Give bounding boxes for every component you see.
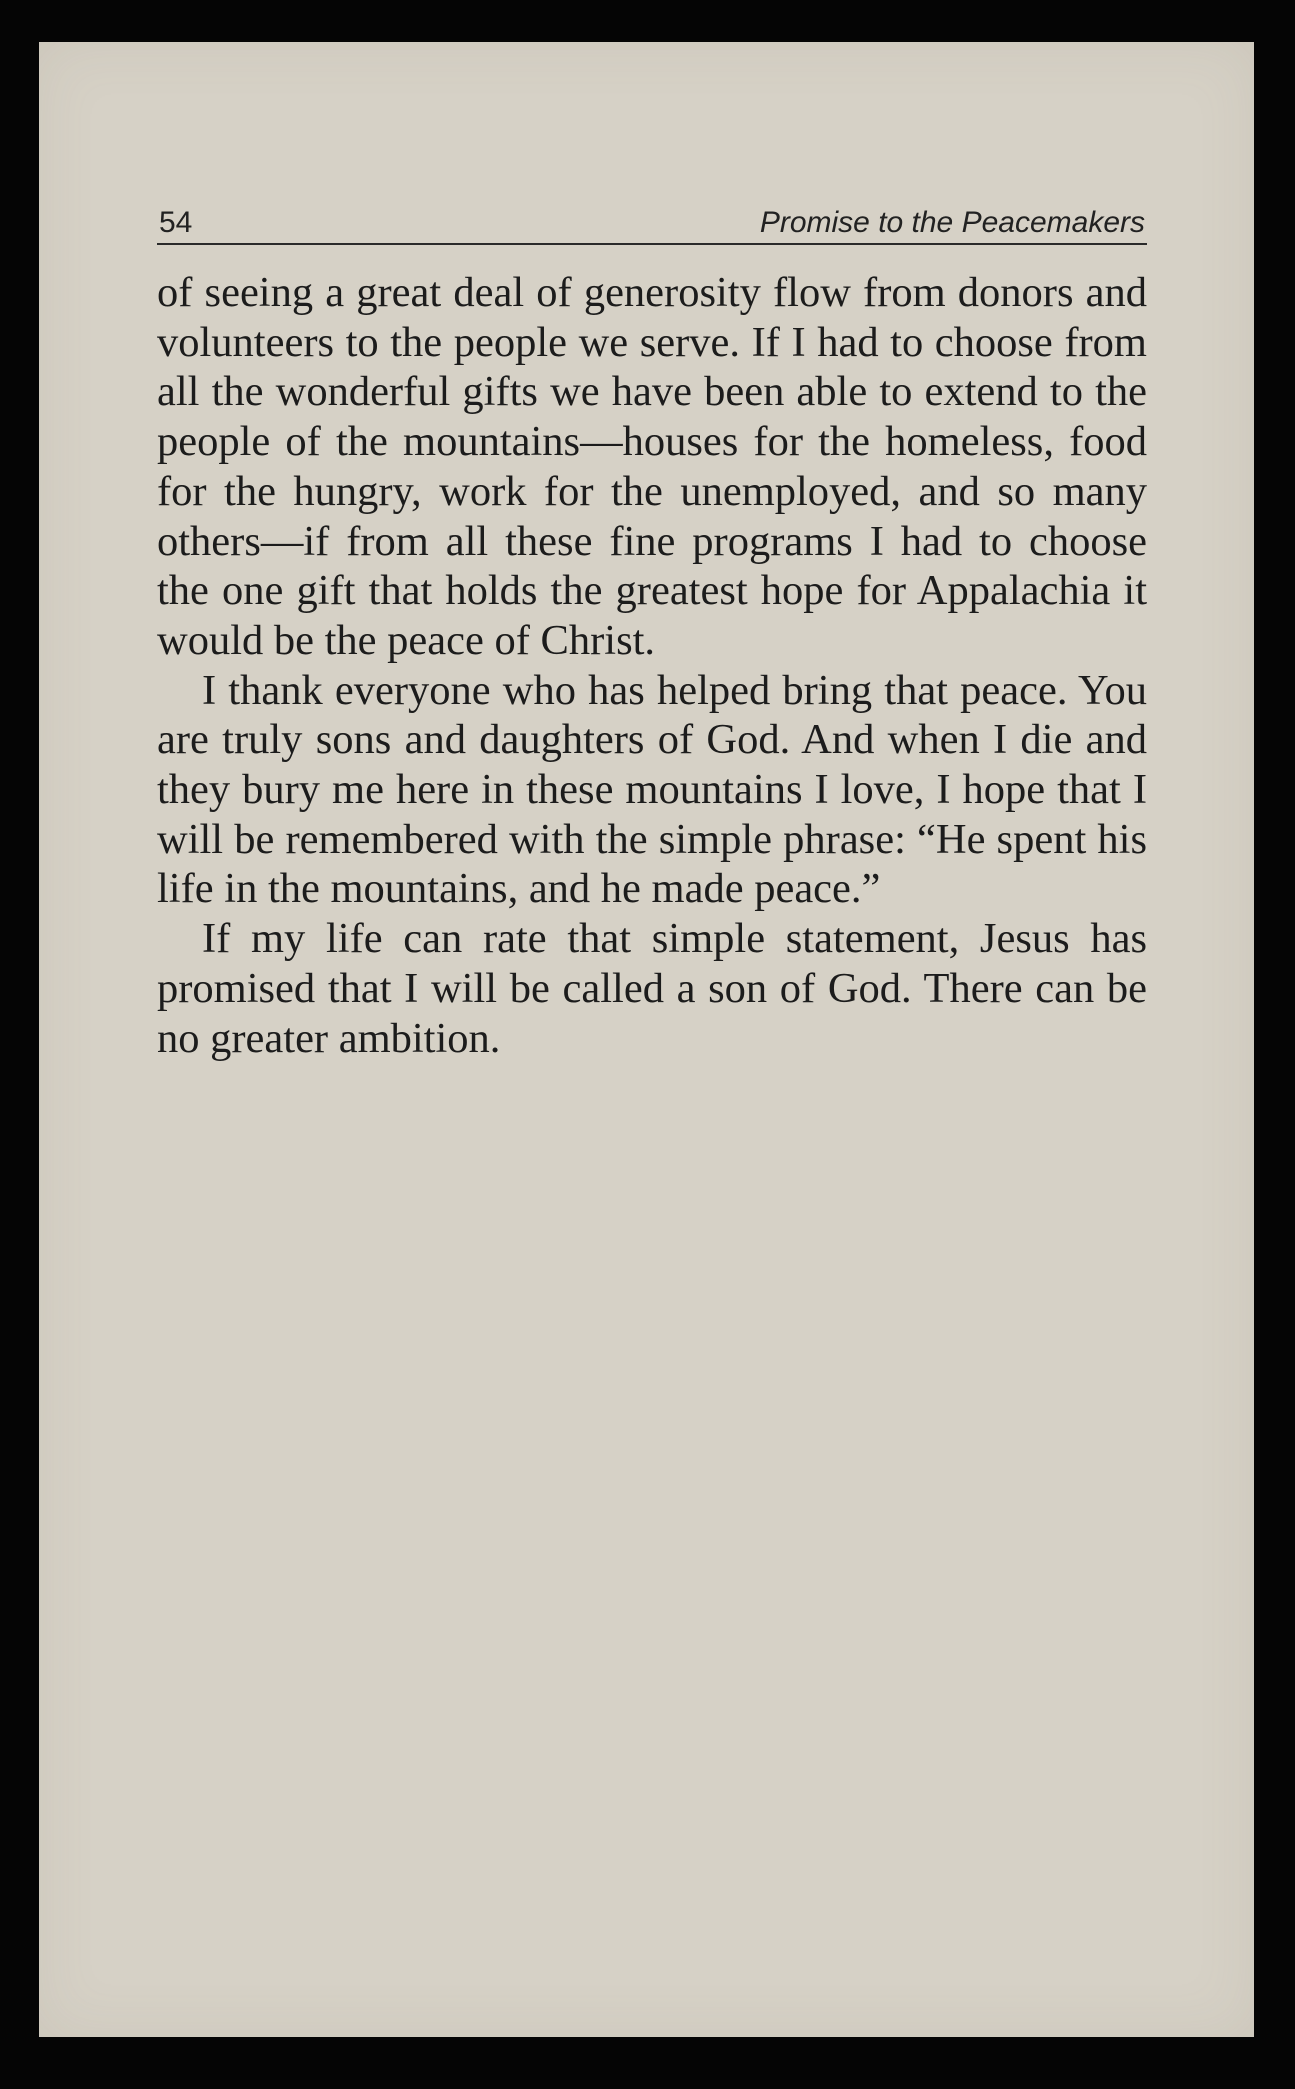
paragraph-continued: of seeing a great deal of generosity flow from donors and volunteers to the people we serve. If I had to choose from all the wonderful gifts we have been able to extend to the people of the mountains—houses for the homeless, food for the hungry, work for the unemployed, and so many others—if from all these fine programs I had to choose the one gift that holds the greatest hope for Appalachia it would be the peace of Christ. bbox=[157, 269, 1147, 664]
running-title: Promise to the Peacemakers bbox=[759, 206, 1145, 239]
body-text bbox=[157, 268, 1147, 1063]
page-number: 54 bbox=[159, 206, 193, 239]
page-header bbox=[157, 205, 1147, 245]
paragraph: I thank everyone who has helped bring that peace. You are truly sons and daughters of God. And when I die and they bury me here in these mountains I love, I hope that I will be remembered with the simple phrase: “He spent his life in the mountains, and he made peace.” bbox=[157, 666, 1147, 913]
paragraph: If my life can rate that simple statement, Jesus has promised that I will be called a son of God. There can be no greater ambition. bbox=[157, 915, 1147, 1062]
